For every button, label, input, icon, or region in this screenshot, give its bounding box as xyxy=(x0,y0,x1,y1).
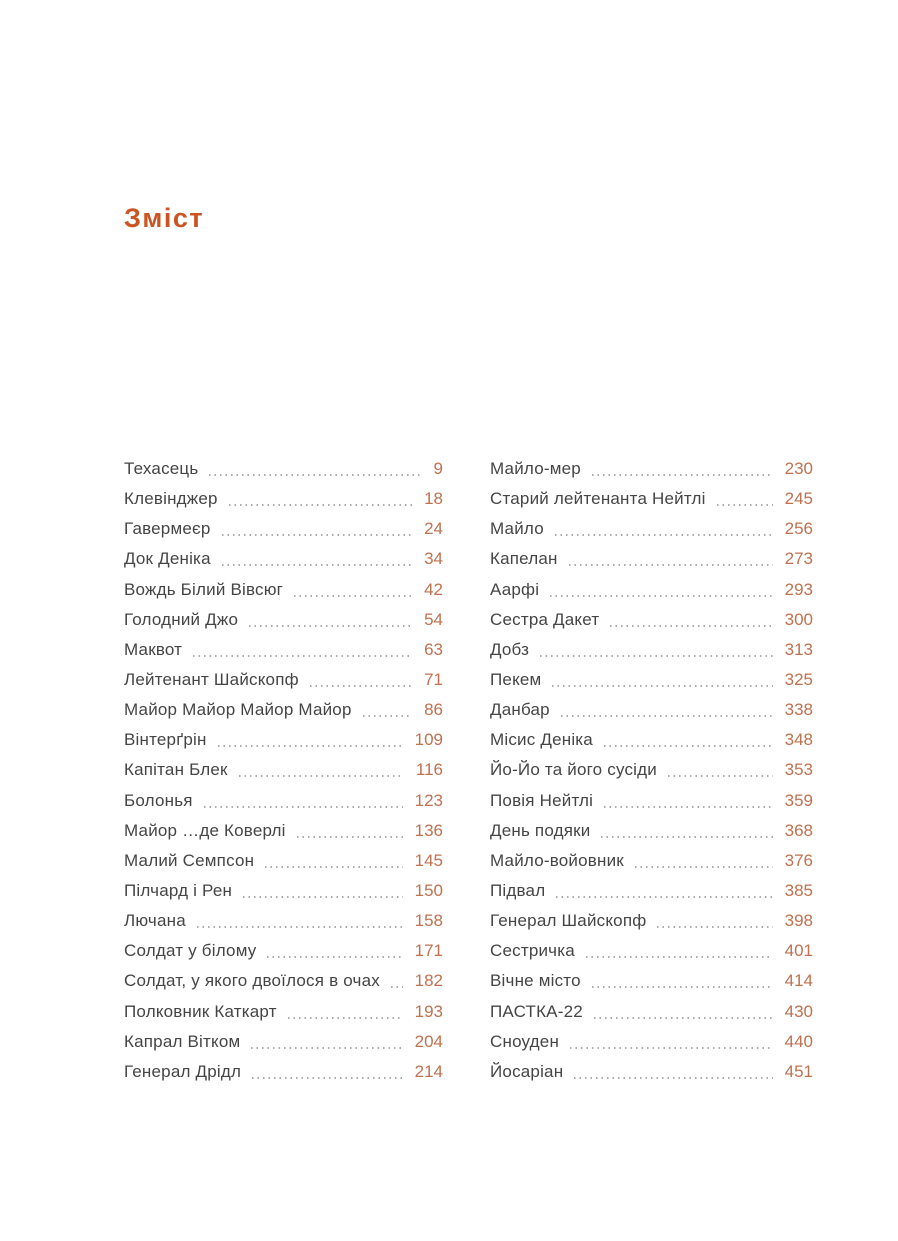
dotted-leader xyxy=(569,564,773,566)
page-number: 338 xyxy=(784,700,813,720)
entry-title: Капелан xyxy=(490,549,558,569)
toc-entry xyxy=(490,665,813,695)
toc-entry xyxy=(124,936,443,966)
toc-entry xyxy=(490,605,813,635)
dotted-leader xyxy=(297,836,403,838)
dotted-leader xyxy=(243,896,403,898)
toc-entry xyxy=(124,755,443,785)
toc-entry xyxy=(490,876,813,906)
toc-entry xyxy=(124,906,443,936)
dotted-leader xyxy=(555,534,773,536)
page-number: 145 xyxy=(414,850,443,870)
entry-title: Майор …де Коверлі xyxy=(124,820,286,840)
page-number: 63 xyxy=(424,639,443,659)
page-number: 214 xyxy=(414,1061,443,1081)
entry-title: Майор Майор Майор Майор xyxy=(124,700,352,720)
page-number: 204 xyxy=(414,1031,443,1051)
toc-entry xyxy=(490,966,813,996)
dotted-leader xyxy=(657,926,772,928)
entry-title: Гавермеєр xyxy=(124,519,211,539)
dotted-leader xyxy=(265,866,402,868)
page-number: 18 xyxy=(424,489,443,509)
entry-title: Генерал Шайскопф xyxy=(490,911,647,931)
entry-title: Лючана xyxy=(124,911,186,931)
dotted-leader xyxy=(363,715,412,717)
page-number: 348 xyxy=(784,730,813,750)
page-number: 359 xyxy=(784,790,813,810)
page-number: 123 xyxy=(414,790,443,810)
page-number: 293 xyxy=(784,579,813,599)
dotted-leader xyxy=(574,1077,772,1079)
toc-entry xyxy=(124,1057,443,1087)
toc-entry xyxy=(490,484,813,514)
dotted-leader xyxy=(251,1047,402,1049)
toc-column-right xyxy=(490,454,813,1087)
toc-entry xyxy=(124,1027,443,1057)
toc-entry xyxy=(124,484,443,514)
page-number: 414 xyxy=(784,971,813,991)
entry-title: Генерал Дрідл xyxy=(124,1061,242,1081)
toc-entry xyxy=(124,876,443,906)
page-number: 34 xyxy=(424,549,443,569)
dotted-leader xyxy=(561,715,773,717)
entry-title: Майло-войовник xyxy=(490,850,624,870)
page-number: 24 xyxy=(424,519,443,539)
dotted-leader xyxy=(252,1077,403,1079)
toc-entry xyxy=(124,605,443,635)
page-number: 245 xyxy=(784,489,813,509)
page-number: 401 xyxy=(784,941,813,961)
toc-entry xyxy=(490,997,813,1027)
toc-entry xyxy=(124,846,443,876)
page-title: Зміст xyxy=(124,203,205,234)
dotted-leader xyxy=(552,685,772,687)
dotted-leader xyxy=(222,534,413,536)
toc-entry xyxy=(490,514,813,544)
dotted-leader xyxy=(218,745,403,747)
dotted-leader xyxy=(229,504,412,506)
page-number: 109 xyxy=(414,730,443,750)
entry-title: Солдат, у якого двоїлося в очах xyxy=(124,971,380,991)
page-number: 385 xyxy=(784,881,813,901)
page-number: 54 xyxy=(424,609,443,629)
dotted-leader xyxy=(601,836,772,838)
entry-title: Вічне місто xyxy=(490,971,581,991)
toc-entry xyxy=(490,816,813,846)
entry-title: Лейтенант Шайскопф xyxy=(124,670,299,690)
page-number: 430 xyxy=(784,1001,813,1021)
dotted-leader xyxy=(604,745,773,747)
entry-title: Малий Семпсон xyxy=(124,850,255,870)
dotted-leader xyxy=(249,625,412,627)
page-number: 9 xyxy=(433,459,443,479)
toc-entry xyxy=(124,695,443,725)
toc-entry xyxy=(490,454,813,484)
dotted-leader xyxy=(204,806,403,808)
toc-entry xyxy=(490,635,813,665)
dotted-leader xyxy=(222,564,412,566)
toc-entry xyxy=(124,816,443,846)
entry-title: Аарфі xyxy=(490,579,540,599)
toc-columns xyxy=(124,454,813,1087)
toc-entry xyxy=(124,665,443,695)
dotted-leader xyxy=(570,1047,773,1049)
page-number: 353 xyxy=(784,760,813,780)
entry-title: Вождь Білий Вівсюг xyxy=(124,579,284,599)
dotted-leader xyxy=(592,474,773,476)
toc-entry xyxy=(490,575,813,605)
toc-column-left xyxy=(124,454,443,1087)
entry-title: Капрал Вітком xyxy=(124,1031,241,1051)
toc-entry xyxy=(124,454,443,484)
entry-title: Старий лейтенанта Нейтлі xyxy=(490,489,706,509)
toc-entry xyxy=(124,575,443,605)
dotted-leader xyxy=(604,806,772,808)
dotted-leader xyxy=(197,926,403,928)
page-number: 150 xyxy=(414,881,443,901)
dotted-leader xyxy=(635,866,773,868)
dotted-leader xyxy=(592,986,773,988)
page-number: 42 xyxy=(424,579,443,599)
entry-title: Пекем xyxy=(490,670,542,690)
page-number: 136 xyxy=(414,820,443,840)
toc-entry xyxy=(124,997,443,1027)
toc-entry xyxy=(490,936,813,966)
entry-title: Док Деніка xyxy=(124,549,211,569)
page-number: 451 xyxy=(784,1061,813,1081)
toc-entry xyxy=(124,966,443,996)
entry-title: Підвал xyxy=(490,881,546,901)
entry-title: Данбар xyxy=(490,700,550,720)
dotted-leader xyxy=(610,625,772,627)
dotted-leader xyxy=(717,504,773,506)
page-number: 313 xyxy=(784,639,813,659)
toc-entry xyxy=(490,906,813,936)
page-number: 368 xyxy=(784,820,813,840)
dotted-leader xyxy=(209,474,421,476)
dotted-leader xyxy=(288,1017,403,1019)
page-number: 256 xyxy=(784,519,813,539)
entry-title: ПАСТКА-22 xyxy=(490,1001,583,1021)
entry-title: Сестра Дакет xyxy=(490,609,600,629)
toc-entry xyxy=(124,544,443,574)
page-number: 376 xyxy=(784,850,813,870)
page-number: 158 xyxy=(414,911,443,931)
dotted-leader xyxy=(586,956,773,958)
entry-title: Полковник Каткарт xyxy=(124,1001,277,1021)
page-number: 300 xyxy=(784,609,813,629)
entry-title: Сноуден xyxy=(490,1031,560,1051)
entry-title: Солдат у білому xyxy=(124,941,257,961)
page-number: 230 xyxy=(784,459,813,479)
entry-title: Пілчард і Рен xyxy=(124,881,233,901)
entry-title: Голодний Джо xyxy=(124,609,239,629)
dotted-leader xyxy=(239,775,404,777)
entry-title: Вінтерґрін xyxy=(124,730,207,750)
toc-entry xyxy=(490,544,813,574)
entry-title: Болонья xyxy=(124,790,193,810)
page-number: 440 xyxy=(784,1031,813,1051)
toc-entry xyxy=(490,695,813,725)
toc-entry xyxy=(124,514,443,544)
entry-title: Йосаріан xyxy=(490,1061,564,1081)
page-number: 398 xyxy=(784,911,813,931)
toc-entry xyxy=(490,755,813,785)
entry-title: Майло-мер xyxy=(490,459,581,479)
page-number: 171 xyxy=(414,941,443,961)
page-number: 193 xyxy=(414,1001,443,1021)
toc-entry xyxy=(124,786,443,816)
dotted-leader xyxy=(556,896,772,898)
entry-title: День подяки xyxy=(490,820,591,840)
entry-title: Місис Деніка xyxy=(490,730,593,750)
dotted-leader xyxy=(540,655,773,657)
page-number: 71 xyxy=(424,670,443,690)
page-number: 325 xyxy=(784,670,813,690)
entry-title: Капітан Блек xyxy=(124,760,228,780)
dotted-leader xyxy=(267,956,402,958)
toc-entry xyxy=(490,1027,813,1057)
page-number: 182 xyxy=(414,971,443,991)
entry-title: Йо-Йо та його сусіди xyxy=(490,760,657,780)
entry-title: Техасець xyxy=(124,459,199,479)
toc-entry xyxy=(490,846,813,876)
entry-title: Маквот xyxy=(124,639,183,659)
dotted-leader xyxy=(550,595,772,597)
entry-title: Клевінджер xyxy=(124,489,218,509)
entry-title: Повія Нейтлі xyxy=(490,790,594,810)
entry-title: Добз xyxy=(490,639,530,659)
dotted-leader xyxy=(594,1017,773,1019)
entry-title: Майло xyxy=(490,519,544,539)
page-number: 273 xyxy=(784,549,813,569)
toc-entry xyxy=(490,725,813,755)
dotted-leader xyxy=(391,986,403,988)
dotted-leader xyxy=(294,595,412,597)
toc-entry xyxy=(124,635,443,665)
toc-entry xyxy=(124,725,443,755)
toc-entry xyxy=(490,1057,813,1087)
dotted-leader xyxy=(310,685,412,687)
page-number: 86 xyxy=(424,700,443,720)
dotted-leader xyxy=(668,775,773,777)
dotted-leader xyxy=(193,655,412,657)
entry-title: Сестричка xyxy=(490,941,575,961)
page-number: 116 xyxy=(415,760,443,780)
toc-entry xyxy=(490,786,813,816)
